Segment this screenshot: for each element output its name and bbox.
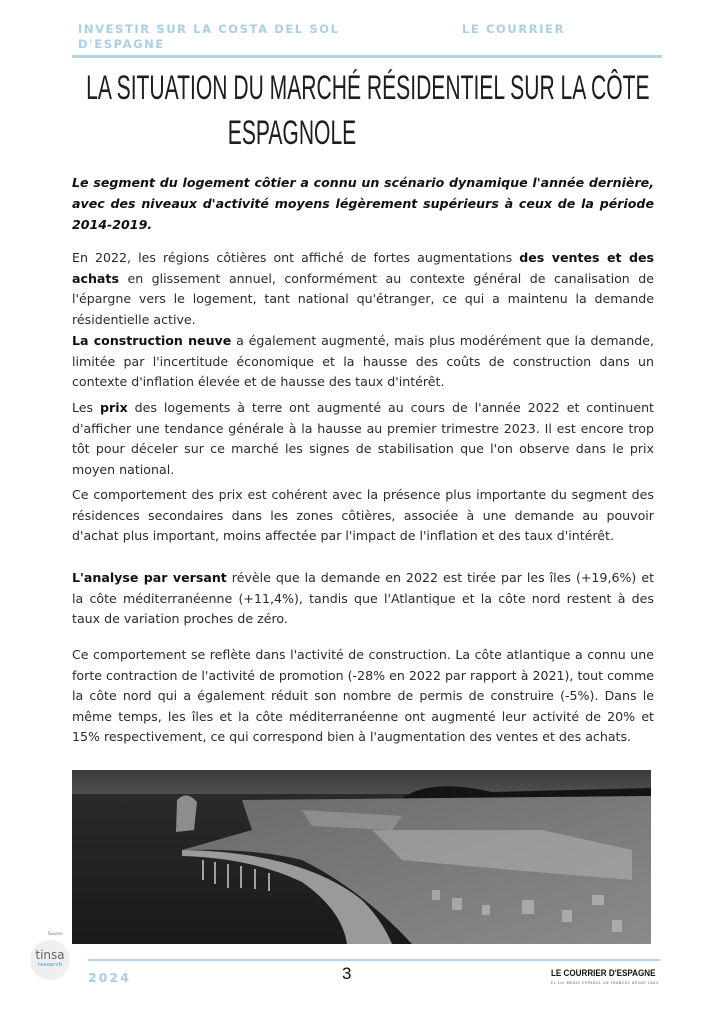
- tinsa-logo-main: tinsa: [35, 948, 65, 962]
- text: révèle que la demande en 2022 est tirée par les îles (+19,6%) et la côte méditerranéenne (+11,4%), tandis que l'Atlantique et la côte nord restent à des taux de variation proches de zéro.: [72, 570, 655, 626]
- emphasis: L'analyse par versant: [72, 570, 227, 585]
- text: a également augmenté, mais plus modérément que la demande, limitée par l'incertitude économique et la hausse des coûts de construction dans un contexte d'inflation élevée et de hausse des taux d'intérêt.: [72, 333, 655, 389]
- text: Ce comportement se reflète dans l'activité de construction. La côte atlantique a connu une forte contraction de l'activité de promotion (-28% en 2022 par rapport à 2021), tout comme la côte nord qui a également réduit son nombre de permis de construire (-5%). Dans le même temps, les îles et la côte méditerranéenne ont augmenté leur activité de 20% et 15% respectivement, ce qui correspond bien à l'augmentation des ventes et des achats.: [72, 647, 654, 744]
- header-title-line2: D'ESPAGNE: [78, 37, 165, 51]
- paragraph-sales: [72, 248, 654, 330]
- photo-illustration: [72, 770, 651, 944]
- coastal-city-photo: [72, 770, 651, 944]
- paragraph-price-behaviour: [72, 485, 654, 547]
- header-title-line1: INVESTIR SUR LA COSTA DEL SOL: [78, 22, 340, 36]
- footer-divider: [88, 959, 660, 961]
- page-number: 3: [342, 964, 352, 983]
- footer-brand-logo: LE COURRIER D'ESPAGNE: [551, 968, 656, 979]
- footer-brand-tagline: EL 1er MEDIO ESPAÑOL EN FRANCÉS DESDE 2004: [551, 981, 659, 985]
- paragraph-analysis: [72, 568, 654, 630]
- tinsa-logo-sub: research: [37, 962, 63, 968]
- paragraph-construction: [72, 331, 654, 393]
- text: des logements à terre ont augmenté au cours de l'année 2022 et continuent d'afficher une tendance générale à la hausse au premier trimestre 2023. Il est encore trop tôt pour déceler sur ce marché les signes de stabilisation que l'on observe dans le prix moyen national.: [72, 400, 654, 477]
- header-publication: LE COURRIER: [462, 22, 566, 36]
- source-label: Source:: [48, 931, 64, 936]
- text: Ce comportement des prix est cohérent avec la présence plus importante du segment des résidences secondaires dans les zones côtières, associée à une demande au pouvoir d'achat plus important, moins affectée par l'impact de l'inflation et des taux d'intérêt.: [72, 487, 654, 543]
- header-divider: [72, 55, 662, 58]
- text: Les: [72, 400, 101, 415]
- text: en glissement annuel, conformément au contexte général de canalisation de l'épargne vers le logement, tant national qu'étranger, ce qui a maintenu la demande résidentielle active.: [72, 270, 654, 327]
- page-title-line2: ESPAGNOLE: [227, 114, 357, 152]
- page-title: [0, 66, 650, 156]
- header-section-title: [78, 22, 378, 52]
- tinsa-logo: [30, 940, 70, 980]
- emphasis: prix: [100, 400, 128, 415]
- paragraph-construction-activity: [72, 645, 654, 748]
- emphasis: des ventes et des achats: [72, 250, 654, 286]
- page-title-line1: LA SITUATION DU MARCHÉ RÉSIDENTIEL SUR LA CÔTE: [86, 69, 650, 107]
- lead-paragraph: Le segment du logement côtier a connu un scénario dynamique l'année dernière, avec des niveaux d'activité moyens légèrement supérieurs à ceux de la période 2014-2019.: [72, 175, 654, 232]
- text: En 2022, les régions côtières ont affiché de fortes augmentations: [72, 250, 520, 265]
- paragraph-prices: [72, 398, 654, 480]
- footer-year: 2024: [88, 970, 131, 985]
- emphasis: La construction neuve: [72, 333, 232, 348]
